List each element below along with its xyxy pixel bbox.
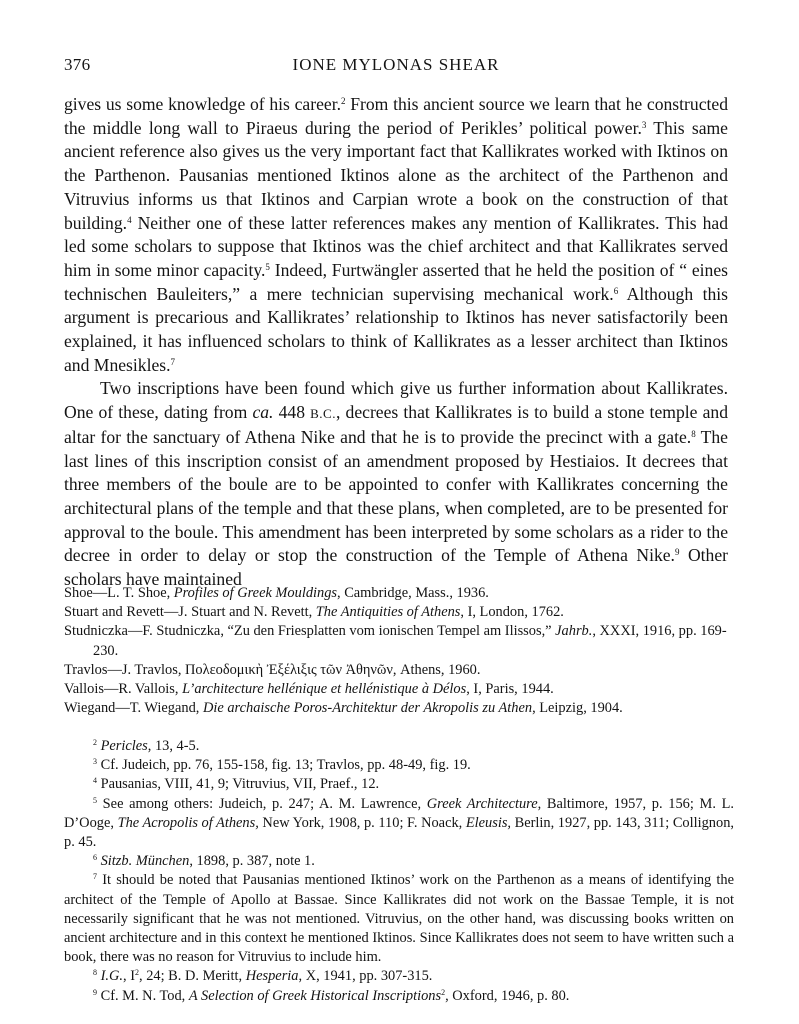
footnote-2: $^2$ Pericles, 13, 4-5. xyxy=(93,738,200,754)
text-run: The last lines of this inscription consist of an amendment proposed by Hestiaios. It decrees that three members of the boule are to be appointed to confer with Kallikrates concerning the architectural plans of the temple and that these plans, when completed, are to be presented for approval to the boule. This amendment has been interpreted by some scholars as a rider to the decree in order to delay or stop the construction of the Temple of Athena Nike. xyxy=(64,426,728,566)
footnote-number: 6 xyxy=(93,853,97,863)
body-paragraph-1 xyxy=(64,93,728,377)
reference-item: Wiegand—T. Wiegand, Die archaische Poros-Architektur der Akropolis zu Athen, Leipzig, 1904. xyxy=(64,700,623,717)
footnote-5: $^5$ See among others: Judeich, p. 247; A. M. Lawrence, Greek Architecture, Baltimore, 1957, p. 156; M. L. D’Ooge, The Acropolis of Athens, New York, 1908, p. 110; F. Noack, Eleusis, Berlin, 1927, pp. 143, 311; Collignon, p. 45. xyxy=(64,795,734,851)
footnote-number: 3 xyxy=(93,757,97,767)
footnote-number: 4 xyxy=(93,776,97,786)
reference-title: Die archaische Poros-Architektur der Akropolis zu Athen xyxy=(202,700,533,717)
footnote-ref-7[interactable]: 7 xyxy=(170,356,176,367)
running-title: IONE MYLONAS SHEAR xyxy=(292,55,500,74)
footnote-4: $^4$ Pausanias, VIII, 41, 9; Vitruvius, VII, Praef., 12. xyxy=(93,776,380,793)
footnote-number: 8 xyxy=(93,968,97,978)
reference-title: Profiles of Greek Mouldings xyxy=(173,585,337,601)
footnote-ref-9[interactable]: 9 xyxy=(674,547,680,558)
text-run: Two inscriptions have been found which give us further information about Kallikrates. One of these, dating from xyxy=(64,378,728,423)
footnote-ref-3[interactable]: 3 xyxy=(641,119,647,130)
footnote-8: $^8$ I.G., $I^2$, 24; B. D. Meritt, Hesperia, X, 1941, pp. 307-315. xyxy=(93,968,433,985)
text-run: Indeed, Furtwängler asserted that he held the position of “ eines technischen Bauleiters,” a mere technician supervising mechanical work. xyxy=(64,259,728,304)
text-run: Other scholars have maintained xyxy=(64,545,728,590)
footnote-number: 5 xyxy=(93,795,97,805)
footnote-ref-4[interactable]: 4 xyxy=(127,214,132,225)
footnotes xyxy=(64,737,734,1006)
page-header xyxy=(64,55,728,81)
text-run: 448 xyxy=(273,402,311,423)
footnote-3: $^3$ Cf. Judeich, pp. 76, 155-158, fig. 13; Travlos, pp. 48-49, fig. 19. xyxy=(93,757,471,774)
footnote-ref-6[interactable]: 6 xyxy=(613,285,619,296)
footnote-ref-8[interactable]: 8 xyxy=(691,428,696,439)
italic-abbrev: ca. xyxy=(252,402,274,423)
footnote-number: 7 xyxy=(93,872,97,882)
body-paragraph-2 xyxy=(64,377,728,591)
text-run: This same ancient reference also gives us the very important fact that Kallikrates worked with Iktinos on the Parthenon. Pausanias mentioned Iktinos alone as the architect of the Parthenon and Vitruvius informs us that Iktinos and Carpian wrote a book on the construction of that building. xyxy=(64,117,728,233)
text-run: , decrees that Kallikrates is to build a stone temple and altar for the sanctuary of Athena Nike and that he is to provide the precinct with a gate. xyxy=(64,402,728,447)
footnote-ref-2[interactable]: 2 xyxy=(341,96,346,106)
reference-title: The Antiquities of Athens xyxy=(315,604,461,621)
reference-item: Studniczka—F. Studniczka, “Zu den Friesplatten vom ionischen Tempel am Ilissos,” Jahrb., XXXI, 1916, pp. 169-230. xyxy=(64,623,727,659)
text-run: Although this argument is precarious and Kallikrates’ relationship to Iktinos has never satisfactorily been explained, it has influenced scholars to think of Kallikrates as a lesser architect than Iktinos and Mnesikles. xyxy=(64,283,728,375)
reference-title: L’architecture hellénique et hellénistique à Délos xyxy=(182,681,467,698)
footnote-6: $^6$ Sitzb. München, 1898, p. 387, note 1. xyxy=(93,853,315,870)
reference-item: Travlos—J. Travlos, Πολεοδομικὴ Ἐξέλιξις τῶν Ἀθηνῶν, Athens, 1960. xyxy=(64,661,481,678)
reference-item: Shoe—L. T. Shoe, Profiles of Greek Mouldings, Cambridge, Mass., 1936. xyxy=(64,585,489,601)
abbreviations-list xyxy=(64,584,734,718)
footnote-7: $^7$ It should be noted that Pausanias mentioned Iktinos’ work on the Parthenon as a means of identifying the architect of the Temple of Apollo at Bassae. Since Kallikrates did not work on the Bassae Temple, it is not necessarily significant that he was not mentioned. Vitruvius, on the other hand, was discussing books written on ancient architecture and in this context he mentioned Iktinos. Since Kallikrates does not seem to have written such a book, there was no reason for Vitruvius to include him. xyxy=(64,872,734,966)
text-run: From this ancient source we learn that he constructed the middle long wall to Piraeus during the period of Perikles’ political power. xyxy=(64,94,728,138)
reference-item: Stuart and Revett—J. Stuart and N. Revett, The Antiquities of Athens, I, London, 1762. xyxy=(64,604,564,621)
reference-item: Vallois—R. Vallois, L’architecture hellénique et hellénistique à Délos, I, Paris, 1944. xyxy=(64,681,554,698)
footnote-ref-5[interactable]: 5 xyxy=(265,261,270,272)
main-text xyxy=(64,93,728,592)
reference-title: Jahrb. xyxy=(555,623,593,640)
small-caps-abbrev: B.C. xyxy=(310,406,336,422)
text-run: gives us some knowledge of his career. xyxy=(64,94,341,114)
text-run: Neither one of these latter references makes any mention of Kallikrates. This had led some scholars to suppose that Iktinos was the chief architect and that Kallikrates served him in some minor capacity. xyxy=(64,212,728,280)
footnote-9: $^9$ Cf. M. N. Tod, A Selection of Greek Historical Inscriptions$^2$, Oxford, 1946, p. 80. xyxy=(93,987,570,1004)
footnote-number: 9 xyxy=(93,987,97,997)
reference-title: Πολεοδομικὴ Ἐξέλιξις τῶν Ἀθηνῶν xyxy=(185,661,393,678)
page-number: 376 xyxy=(64,55,91,74)
footnote-number: 2 xyxy=(93,738,97,747)
